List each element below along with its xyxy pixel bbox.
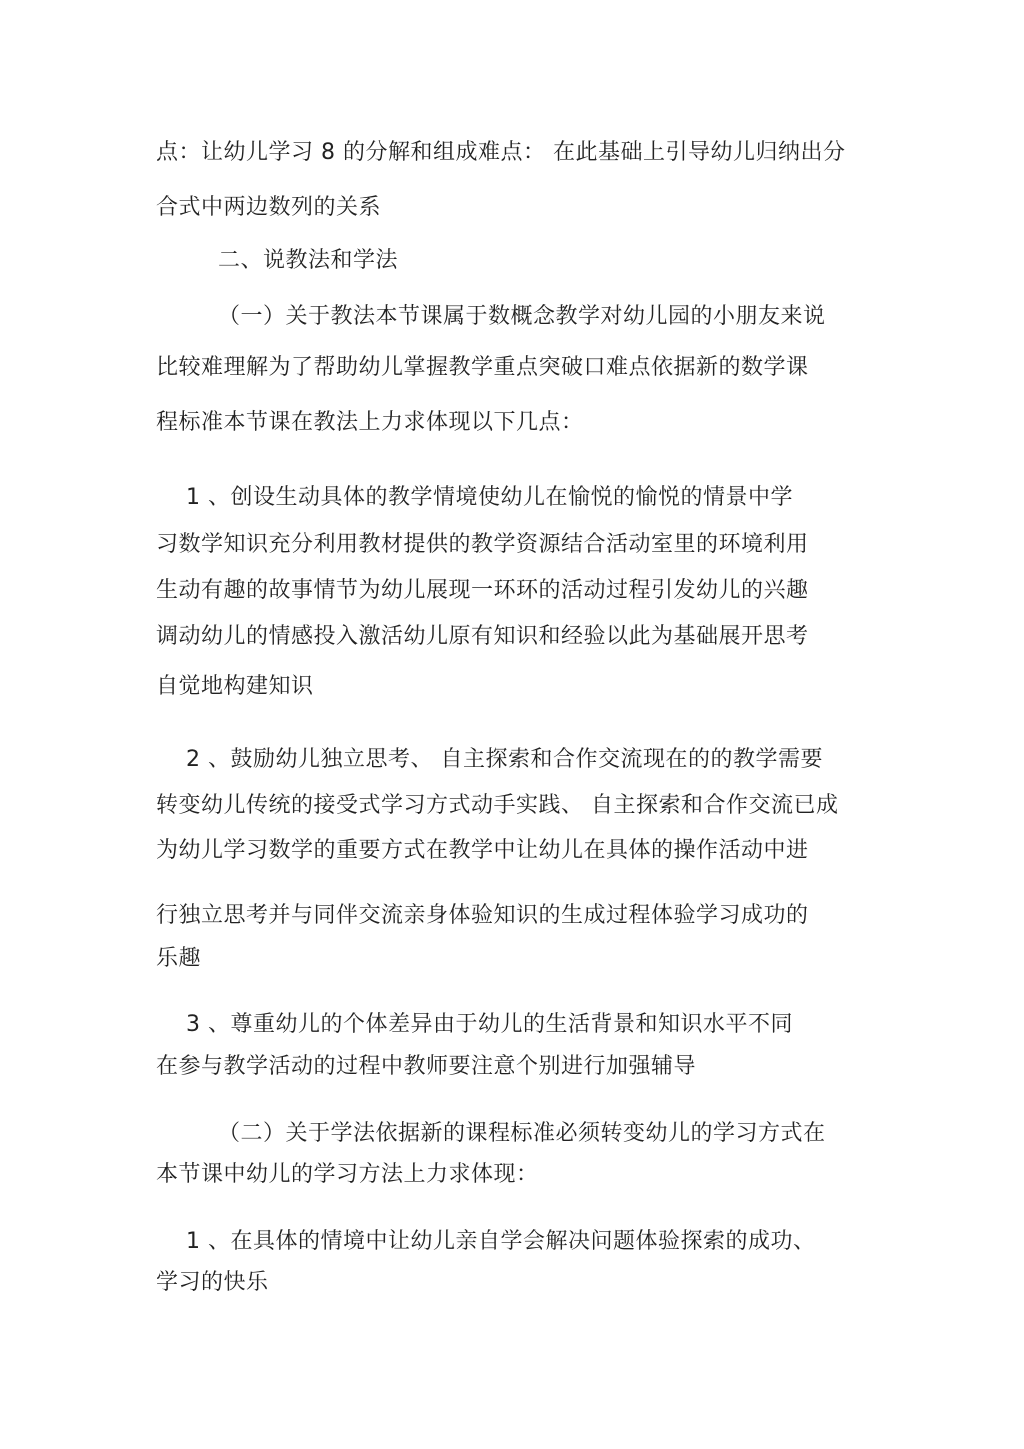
text-line: 为幼儿学习数学的重要方式在教学中让幼儿在具体的操作活动中进 bbox=[156, 838, 809, 863]
text-line: （一）关于教法本节课属于数概念教学对幼儿园的小朋友来说 bbox=[218, 304, 826, 329]
text-line: 行独立思考并与同伴交流亲身体验知识的生成过程体验学习成功的 bbox=[156, 903, 809, 928]
list-item-line: 1 、创设生动具体的教学情境使幼儿在愉悦的愉悦的情景中学 bbox=[186, 485, 793, 510]
section-heading: 二、说教法和学法 bbox=[218, 248, 399, 273]
text-line: 比较难理解为了帮助幼儿掌握教学重点突破口难点依据新的数学课 bbox=[156, 355, 809, 380]
list-item-line: 3 、尊重幼儿的个体差异由于幼儿的生活背景和知识水平不同 bbox=[186, 1012, 793, 1037]
list-item-line: 2 、鼓励幼儿独立思考、 自主探索和合作交流现在的的教学需要 bbox=[186, 747, 823, 772]
text-line: 点：让幼儿学习 8 的分解和组成难点： 在此基础上引导幼儿归纳出分 bbox=[156, 140, 846, 165]
text-line: 生动有趣的故事情节为幼儿展现一环环的活动过程引发幼儿的兴趣 bbox=[156, 578, 809, 603]
text-line: 自觉地构建知识 bbox=[156, 674, 314, 699]
text-line: 习数学知识充分利用教材提供的教学资源结合活动室里的环境利用 bbox=[156, 532, 809, 557]
text-line: 程标准本节课在教法上力求体现以下几点： bbox=[156, 410, 584, 435]
text-line: 乐趣 bbox=[156, 946, 202, 971]
text-line: 本节课中幼儿的学习方法上力求体现： bbox=[156, 1162, 539, 1187]
text-line: 调动幼儿的情感投入激活幼儿原有知识和经验以此为基础展开思考 bbox=[156, 624, 809, 649]
list-item-line: 1 、在具体的情境中让幼儿亲自学会解决问题体验探索的成功、 bbox=[186, 1229, 816, 1254]
text-line: 转变幼儿传统的接受式学习方式动手实践、 自主探索和合作交流已成 bbox=[156, 793, 839, 818]
text-line: 学习的快乐 bbox=[156, 1270, 269, 1295]
text-line: （二）关于学法依据新的课程标准必须转变幼儿的学习方式在 bbox=[218, 1121, 826, 1146]
text-line: 合式中两边数列的关系 bbox=[156, 195, 382, 220]
text-line: 在参与教学活动的过程中教师要注意个别进行加强辅导 bbox=[156, 1054, 697, 1079]
